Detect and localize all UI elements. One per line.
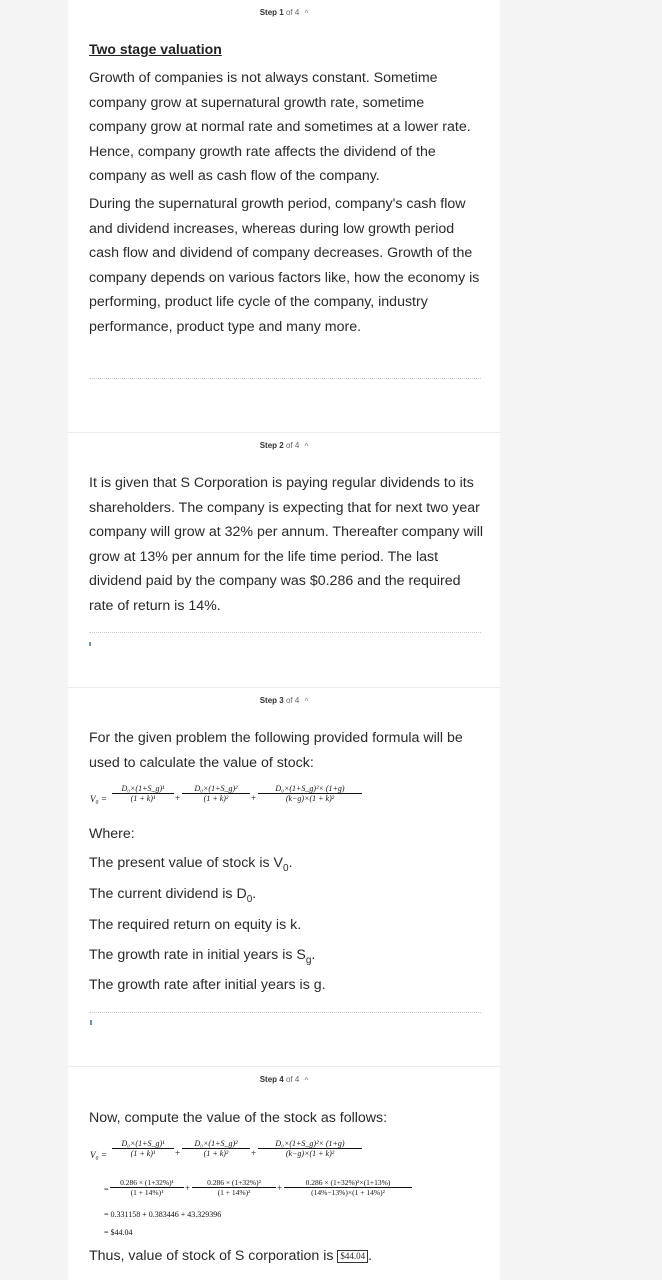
step-3-header[interactable]: [68, 696, 500, 705]
step-separator: [68, 687, 500, 688]
step-3-of: of 4: [285, 696, 300, 705]
step-1-label: Step 1: [259, 8, 284, 17]
step-4-intro: Now, compute the value of the stock as follows:: [89, 1110, 388, 1126]
collapse-caret-icon[interactable]: ^: [304, 9, 309, 18]
formula-term-2: D₀×(1+S_g)² (1 + k)²: [182, 784, 250, 803]
definition-g: The growth rate after initial years is g.: [89, 977, 326, 993]
numeric-term-3: 0.286 × (1+32%)²×(1+13%) (14%−13%)×(1 + 14%)²: [284, 1178, 412, 1197]
solution-page: Step 1 of 4 ^ Two stage valuation Growth of companies is not always constant. Sometime company grow at supernatural growth rate, sometime company grow at normal rate and sometimes at a lower rate. Hence, company growth rate affects the dividend of the company as well as cash flow of the company. During the supernatural growth period, company's cash flow and dividend increases, whereas during low growth period cash flow and dividend of company decreases. Growth of the company depends on various factors like, how the economy is performing, product life cycle of the company, industry performance, product type and many more. Step 2 of 4 ^ It is given that S Corporation is paying regular dividends to its shareholders. The company is expecting that for next two year company will grow at 32% per annum. Thereafter company will grow at 13% per annum for the life time period. The last dividend paid by the company was $0.286 and the required rate of return is 14%. Step 3 of 4 ^ For the given problem the following provided formula will be used to calculate the value of stock: V₀ = D₀×(1+S_g)¹ (1 + k)¹ + D₀×(1+S_g)² (1 + k)² + D₀×(1+S_g)²× (1+g) (k−g)×(1 + k)² Where: The present value of stock is $V_0$. The current dividend is $D_0$. The required return on equity is k. The growth rate in initial years is $S_g$. The growth rate after initial years is g. Step 4 of 4 ^ Now, compute the value of the stock as follows: V₀ = D₀×(1+S_g)¹ (1 + k)¹ + D₀×(1+S_g)² (1 + k)² + D₀×(1+S_g)²× (1+g) (k−g)×(1 + k)² = 0.286 × (1+32%)¹ (1 + 14%)¹ + 0.286 × (1+32%)² (1 + 14%)² + 0.286 × (1+32%)²×(1+13%) (14%−13%)×(1 + 14%)² = 0.331158 + 0.383446 + 43.329396 = $44.04 Thus, value of stock of S corporation is $44.04 .: [68, 0, 500, 1280]
step-2-paragraph: It is given that S Corporation is paying regular dividends to its shareholders. The company is expecting that for next two year company will grow at 32% per annum. Thereafter company will grow at 13% per annum for the life time period. The last dividend paid by the company was $0.286 and the required rate of return is 14%.: [89, 475, 484, 614]
divider: [89, 632, 481, 633]
definition-d0: The current dividend is $D_0$.: [89, 886, 257, 905]
step-4-label: Step 4: [259, 1075, 284, 1084]
formula-term-2: D₀×(1+S_g)² (1 + k)²: [182, 1139, 250, 1158]
step-1-of: of 4: [285, 8, 300, 17]
definition-k: The required return on equity is k.: [89, 917, 302, 933]
divider: [89, 1012, 481, 1013]
step-3-intro: For the given problem the following provided formula will be used to calculate the value of stock:: [89, 730, 463, 771]
step-separator: [68, 1066, 500, 1067]
numeric-term-2: 0.286 × (1+32%)² (1 + 14%)²: [192, 1178, 276, 1197]
step-1-paragraph-1: Growth of companies is not always constant. Sometime company grow at supernatural growth rate, sometime company grow at normal rate and sometimes at a lower rate. Hence, company growth rate affects the dividend of the company as well as cash flow of the company.: [89, 70, 471, 185]
step-2-label: Step 2: [259, 441, 284, 450]
step-2-header[interactable]: [68, 441, 500, 450]
sum-line: = 0.331158 + 0.383446 + 43.329396: [104, 1210, 222, 1219]
step-1-header[interactable]: [68, 8, 500, 17]
formula-term-3: D₀×(1+S_g)²× (1+g) (k−g)×(1 + k)²: [258, 784, 362, 803]
step-1-paragraph-2: During the supernatural growth period, company's cash flow and dividend increases, whereas during low growth period cash flow and dividend of company decreases. Growth of the company depends on various factors like, how the economy is performing, product life cycle of the company, industry performance, product type and many more.: [89, 196, 480, 335]
section-title: Two stage valuation: [89, 41, 222, 57]
result-line: = $44.04: [104, 1228, 133, 1237]
definition-v0: The present value of stock is $V_0$.: [89, 855, 293, 874]
divider: [89, 378, 481, 379]
step-4-header[interactable]: [68, 1075, 500, 1084]
step-3-label: Step 3: [259, 696, 284, 705]
step-separator: [68, 432, 500, 433]
formula-lhs: V₀ =: [90, 794, 107, 804]
collapse-caret-icon[interactable]: ^: [304, 697, 309, 706]
step-4-of: of 4: [285, 1075, 300, 1084]
collapse-caret-icon[interactable]: ^: [304, 1076, 309, 1085]
definition-sg: The growth rate in initial years is $S_g$.: [89, 947, 316, 966]
formula-term-3: D₀×(1+S_g)²× (1+g) (k−g)×(1 + k)²: [258, 1139, 362, 1158]
collapse-caret-icon[interactable]: ^: [304, 442, 309, 451]
conclusion: Thus, value of stock of S corporation is $44.04 .: [89, 1248, 373, 1264]
where-label: Where:: [89, 826, 135, 842]
formula-term-1: D₀×(1+S_g)¹ (1 + k)¹: [112, 1139, 174, 1158]
marker-icon: [90, 1020, 92, 1025]
answer-box: $44.04: [337, 1250, 368, 1263]
formula-term-1: D₀×(1+S_g)¹ (1 + k)¹: [112, 784, 174, 803]
step-2-of: of 4: [285, 441, 300, 450]
marker-icon: [89, 642, 91, 646]
numeric-term-1: 0.286 × (1+32%)¹ (1 + 14%)¹: [110, 1178, 184, 1197]
